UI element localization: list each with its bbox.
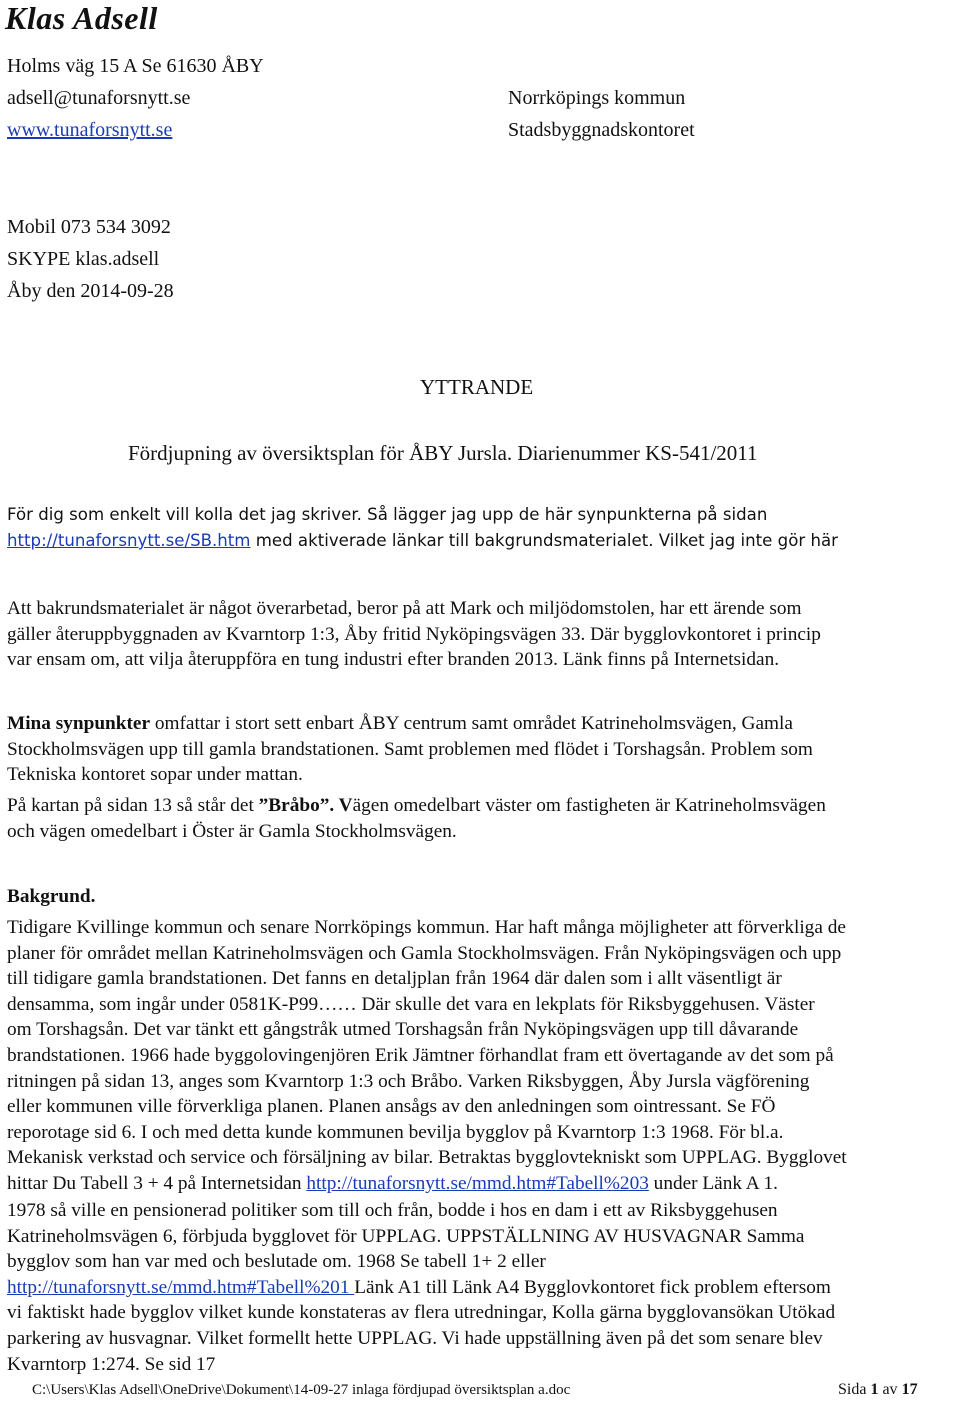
synpunkter-line-1-rest: omfattar i stort sett enbart ÅBY centrum samt området Katrineholmsvägen, Gamla bbox=[150, 713, 793, 734]
bakgrund-line: om Torshagsån. Det var tänkt ett gångstråk utmed Torshagsån från Nyköpingsvägen upp till dåvarande bbox=[7, 1019, 799, 1041]
background-heading: Bakgrund. bbox=[7, 886, 96, 907]
bakgrund-last-line-start: hittar Du Tabell 3 + 4 på Internetsidan bbox=[7, 1172, 307, 1194]
p1978-line: Katrineholmsvägen 6, förbjuda bygglovet för UPPLAG. UPPSTÄLLNING AV HUSVAGNAR Samma bbox=[7, 1225, 805, 1247]
p1978-link-line bbox=[7, 1275, 957, 1301]
p1978-line: vi faktiskt hade bygglov vilket kunde konstateras av flera utredningar, Kolla gärna bygglovansökan Utökad bbox=[7, 1302, 836, 1324]
paragraph-1 bbox=[7, 596, 957, 673]
sender-name: Klas Adsell bbox=[5, 0, 158, 36]
p1978-link-line-rest: Länk A1 till Länk A4 Bygglovkontoret fick problem eftersom bbox=[354, 1276, 831, 1298]
recipient-line-2: Stadsbyggnadskontoret bbox=[508, 119, 695, 141]
sender-mobile: Mobil 073 534 3092 bbox=[7, 216, 171, 238]
page-total: 17 bbox=[901, 1381, 918, 1398]
paragraph-karta-line-1 bbox=[7, 793, 957, 819]
bakgrund-line: till tidigare gamla brandstationen. Det fanns en detaljplan från 1964 där dalen som i allt väsentligt är bbox=[7, 968, 782, 990]
tabell-201-link[interactable]: http://tunaforsnytt.se/mmd.htm#Tabell%201 bbox=[7, 1276, 355, 1298]
intro-line-1: För dig som enkelt vill kolla det jag skriver. Så lägger jag upp de här synpunkterna på sidan bbox=[7, 505, 768, 524]
bakgrund-line: Mekanisk verkstad och service och försäljning av bilar. Betraktas bygglovtekniskt som UPPLAG. Bygglovet bbox=[7, 1147, 847, 1169]
p1978-line: 1978 så ville en pensionerad politiker som till och från, bodde i hos en dam i ett av Riksbyggehusen bbox=[7, 1200, 778, 1221]
paragraph-1-line: Att bakrundsmaterialet är något överarbetad, beror på att Mark och miljödomstolen, har ett ärende som bbox=[7, 598, 802, 619]
sender-skype: SKYPE klas.adsell bbox=[7, 248, 160, 270]
paragraph-synpunkter bbox=[7, 711, 957, 788]
bakgrund-line: brandstationen. 1966 hade byggolovingenjören Erik Jämtner förhandlat fram ett övertagande av det som på bbox=[7, 1044, 834, 1066]
sender-website-link[interactable]: www.tunaforsnytt.se bbox=[7, 119, 173, 141]
bakgrund-last-line bbox=[7, 1171, 957, 1197]
bakgrund-line: ritningen på sidan 13, anges som Kvarntorp 1:3 och Bråbo. Varken Riksbyggen, Åby Jursla vägförening bbox=[7, 1070, 810, 1092]
bakgrund-line: planer för området mellan Katrineholmsvägen och Gamla Stockholmsvägen. Från Nyköpingsvägen och upp bbox=[7, 942, 842, 964]
page-current: 1 bbox=[870, 1381, 879, 1398]
page-of: av bbox=[878, 1381, 902, 1398]
paragraph-karta-line-2: och vägen omedelbart i Öster är Gamla Stockholmsvägen. bbox=[7, 820, 457, 842]
paragraph-synpunkter-line-2: Stockholmsvägen upp till gamla brandstationen. Samt problemen med flödet i Torshagsån. Problem som bbox=[7, 738, 813, 760]
sender-address: Holms väg 15 A Se 61630 ÅBY bbox=[7, 55, 264, 77]
paragraph-1-line: var ensam om, att vilja återuppföra en tung industri efter branden 2013. Länk finns på Internetsidan. bbox=[7, 649, 780, 671]
bakgrund-last-line-end: under Länk A 1. bbox=[648, 1172, 778, 1194]
karta-line-1-start: På kartan på sidan 13 så står det bbox=[7, 795, 259, 816]
paragraph-1978 bbox=[7, 1198, 957, 1377]
p1978-line: Kvarntorp 1:274. Se sid 17 bbox=[7, 1353, 216, 1375]
paragraph-synpunkter-line-3: Tekniska kontoret sopar under mattan. bbox=[7, 764, 303, 786]
document-title: YTTRANDE bbox=[420, 375, 534, 399]
karta-line-1-rest: ägen omedelbart väster om fastigheten är Katrineholmsvägen bbox=[352, 795, 826, 816]
letter-date: Åby den 2014-09-28 bbox=[7, 280, 174, 302]
intro-line-2-rest: med aktiverade länkar till bakgrundsmaterialet. Vilket jag inte gör här bbox=[250, 531, 838, 550]
document-subtitle: Fördjupning av översiktsplan för ÅBY Jursla. Diarienummer KS-541/2011 bbox=[128, 441, 758, 465]
bakgrund-line: densamma, som ingår under 0581K-P99…… Där skulle det vara en lekplats för Riksbyggehusen. Väster bbox=[7, 993, 815, 1015]
p1978-line: bygglov som han var med och beslutade om. 1968 Se tabell 1+ 2 eller bbox=[7, 1251, 546, 1273]
footer-file-path: C:\Users\Klas Adsell\OneDrive\Dokument\14-09-27 inlaga fördjupad översiktsplan a.doc bbox=[32, 1382, 571, 1398]
intro-line-2 bbox=[7, 531, 838, 550]
paragraph-synpunkter-line-1 bbox=[7, 711, 957, 737]
paragraph-bakgrund bbox=[7, 915, 957, 1197]
karta-bold-brabo: ”Bråbo”. V bbox=[258, 795, 353, 816]
bakgrund-line: eller kommunen ville förverkliga planen. Planen ansågs av den anledningen som ointressant. Se FÖ bbox=[7, 1096, 776, 1118]
bakgrund-line: Tidigare Kvillinge kommun och senare Norrköpings kommun. Har haft många möjligheter att förverkliga de bbox=[7, 917, 846, 938]
bakgrund-line: reporotage sid 6. I och med detta kunde kommunen bevilja bygglov på Kvarntorp 1:3 1968. För bl.a. bbox=[7, 1121, 784, 1143]
paragraph-1-line: gäller återuppbyggnaden av Kvarntorp 1:3, Åby fritid Nyköpingsvägen 33. Där bygglovkontoret i princip bbox=[7, 623, 821, 645]
p1978-line: parkering av husvagnar. Vilket formellt hette UPPLAG. Vi hade uppställning även på det som senare blev bbox=[7, 1327, 823, 1349]
intro-sb-link[interactable]: http://tunaforsnytt.se/SB.htm bbox=[7, 531, 251, 550]
page-label: Sida bbox=[838, 1381, 871, 1398]
footer-page-number bbox=[838, 1381, 918, 1399]
synpunkter-lead: Mina synpunkter bbox=[7, 713, 151, 734]
recipient-line-1: Norrköpings kommun bbox=[508, 87, 686, 109]
paragraph-karta bbox=[7, 793, 957, 844]
sender-email: adsell@tunaforsnytt.se bbox=[7, 87, 191, 109]
tabell-203-link[interactable]: http://tunaforsnytt.se/mmd.htm#Tabell%203 bbox=[306, 1172, 649, 1194]
